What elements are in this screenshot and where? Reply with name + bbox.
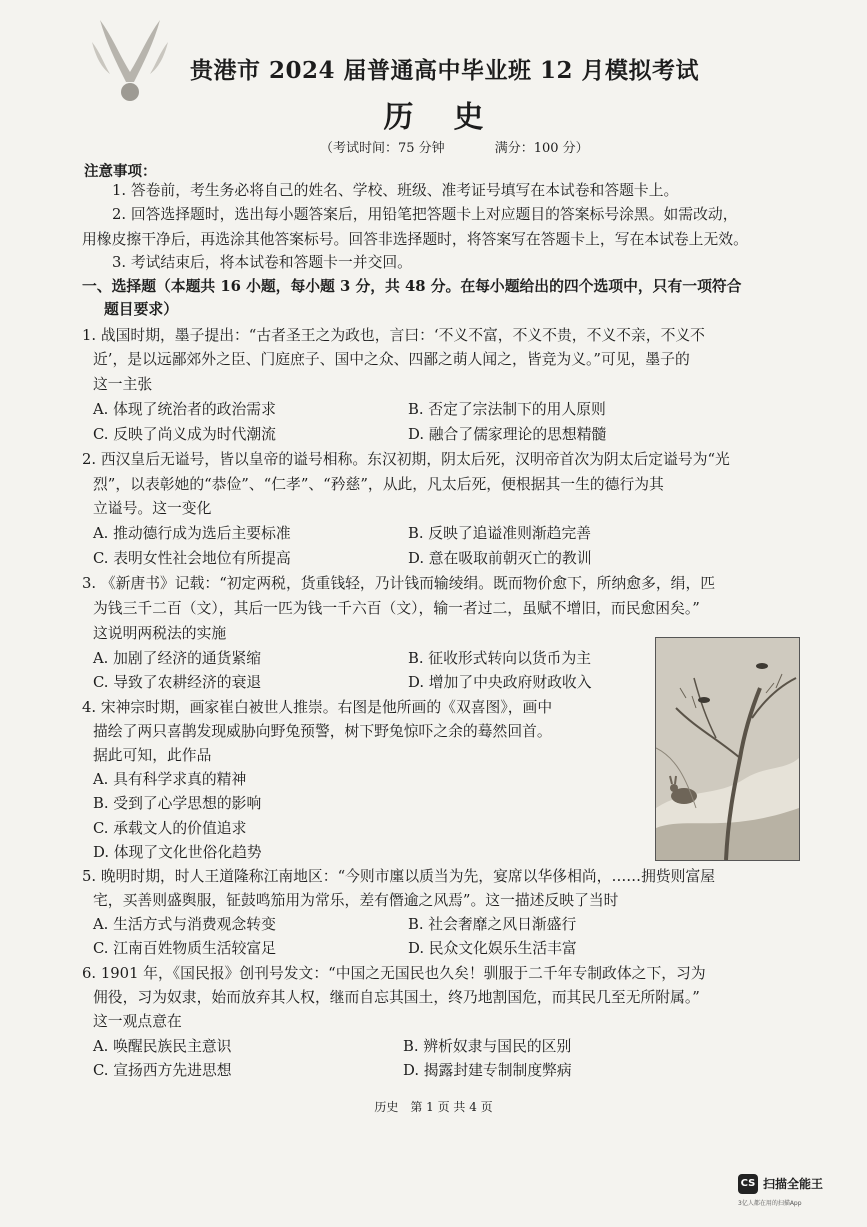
note-line: 2. 回答选择题时，选出每小题答案后，用铅笔把答题卡上对应题目的答案标号涂黑。如需改动， [112,206,738,223]
question-2-stem: 烈”，以表彰她的“恭俭”、“仁孝”、“矜慈”，从此，凡太后死，便根据其一生的德行为其 [93,476,664,493]
painting-image [655,637,800,861]
question-6-stem: 6. 1901 年，《国民报》创刊号发文：“中国之无国民也久矣！驯服于二千年专制政体之下，习为 [82,965,706,982]
page-footer: 历史 第 1 页 共 4 页 [374,1100,493,1114]
scanner-tagline: 3亿人都在用的扫描App [738,1200,802,1207]
question-6-option-b: B. 辨析奴隶与国民的区别 [403,1038,572,1055]
question-4-stem: 4. 宋神宗时期，画家崔白被世人推崇。右图是他所画的《双喜图》，画中 [82,699,553,716]
question-2-option-a: A. 推动德行成为选后主要标准 [93,525,291,542]
question-6-option-a: A. 唤醒民族民主意识 [93,1038,232,1055]
question-1-stem: 近’，是以远鄙郊外之臣、门庭庶子、国中之众、四鄙之萌人闻之，皆竞为义。”可见，墨子的 [93,351,690,368]
question-3-option-b: B. 征收形式转向以货币为主 [408,650,592,667]
question-3-stem: 为钱三千二百（文），其后一匹为钱一千六百（文），输一者过二，虽赋不增旧，而民愈困矣。” [93,600,700,617]
question-4-option-d: D. 体现了文化世俗化趋势 [93,844,262,861]
question-5-option-d: D. 民众文化娱乐生活丰富 [408,940,577,957]
question-6-stem: 这一观点意在 [93,1013,182,1030]
question-4-option-c: C. 承载文人的价值追求 [93,820,247,837]
question-5-option-c: C. 江南百姓物质生活较富足 [93,940,276,957]
question-5-stem: 宅，买善则盛舆服，钲鼓鸣笳用为常乐，差有僭逾之风焉”。这一描述反映了当时 [93,892,619,909]
question-2-stem: 2. 西汉皇后无谥号，皆以皇帝的谥号相称。东汉初期，阴太后死，汉明帝首次为阴太后定谥号为“光 [82,451,730,468]
note-line: 3. 考试结束后，将本试卷和答题卡一并交回。 [112,254,412,271]
question-4-stem: 据此可知，此作品 [93,747,212,764]
question-5-stem: 5. 晚明时期，时人王道隆称江南地区：“今则市廛以质当为先，宴席以华侈相尚，……拥赀则富屋 [82,868,716,885]
notes-title: 注意事项： [84,163,157,180]
question-3-stem: 3. 《新唐书》记载：“初定两税，货重钱轻，乃计钱而输绫绢。既而物价愈下，所纳愈多，绢，匹 [82,575,716,592]
school-logo [90,12,170,104]
question-1-option-c: C. 反映了尚义成为时代潮流 [93,426,276,443]
question-6-option-c: C. 宣扬西方先进思想 [93,1062,232,1079]
question-4-option-b: B. 受到了心学思想的影响 [93,795,262,812]
question-3-option-c: C. 导致了农耕经济的衰退 [93,674,262,691]
question-2-option-b: B. 反映了追谥准则渐趋完善 [408,525,592,542]
section-heading: 一、选择题（本题共 16 小题，每小题 3 分，共 48 分。在每小题给出的四个选项中，只有一项符合 [82,278,742,295]
question-4-option-a: A. 具有科学求真的精神 [93,771,247,788]
question-5-option-a: A. 生活方式与消费观念转变 [93,916,276,933]
question-3-stem: 这说明两税法的实施 [93,625,227,642]
exam-info [320,137,589,156]
question-1-option-d: D. 融合了儒家理论的思想精髓 [408,426,607,443]
exam-score: 满分：100 分） [494,141,589,156]
question-1-stem: 1. 战国时期，墨子提出：“古者圣王之为政也，言曰：‘不义不富，不义不贵，不义不亲，不义不 [82,327,705,344]
question-3-option-d: D. 增加了中央政府财政收入 [408,674,592,691]
question-6-stem: 佣役，习为奴隶，始而放弃其人权，继而自忘其国土，终乃地割国危，而其民几至无所附属。” [93,989,700,1006]
question-2-option-c: C. 表明女性社会地位有所提高 [93,550,291,567]
question-6-option-d: D. 揭露封建专制制度弊病 [403,1062,572,1079]
question-1-option-b: B. 否定了宗法制下的用人原则 [408,401,606,418]
scanner-logo-icon: CS [738,1174,758,1194]
note-line: 1. 答卷前，考生务必将自己的姓名、学校、班级、准考证号填写在本试卷和答题卡上。 [112,182,679,199]
question-1-option-a: A. 体现了统治者的政治需求 [93,401,276,418]
question-2-stem: 立谥号。这一变化 [93,500,212,517]
question-5-option-b: B. 社会奢靡之风日渐盛行 [408,916,577,933]
section-heading-cont: 题目要求） [104,301,178,318]
question-3-option-a: A. 加剧了经济的通货紧缩 [93,650,262,667]
scanner-app-name: 扫描全能王 [763,1177,824,1191]
exam-time: （考试时间：75 分钟 [320,141,445,156]
question-4-stem: 描绘了两只喜鹊发现威胁向野兔预警，树下野兔惊吓之余的蓦然回首。 [93,723,552,740]
question-1-stem: 这一主张 [93,376,153,393]
note-line: 用橡皮擦干净后，再选涂其他答案标号。回答非选择题时，将答案写在答题卡上，写在本试卷上无效。 [82,231,748,248]
exam-title: 贵港市 2024 届普通高中毕业班 12 月模拟考试 [190,57,700,84]
question-2-option-d: D. 意在吸取前朝灭亡的教训 [408,550,592,567]
subject-title: 历史 [383,100,524,135]
